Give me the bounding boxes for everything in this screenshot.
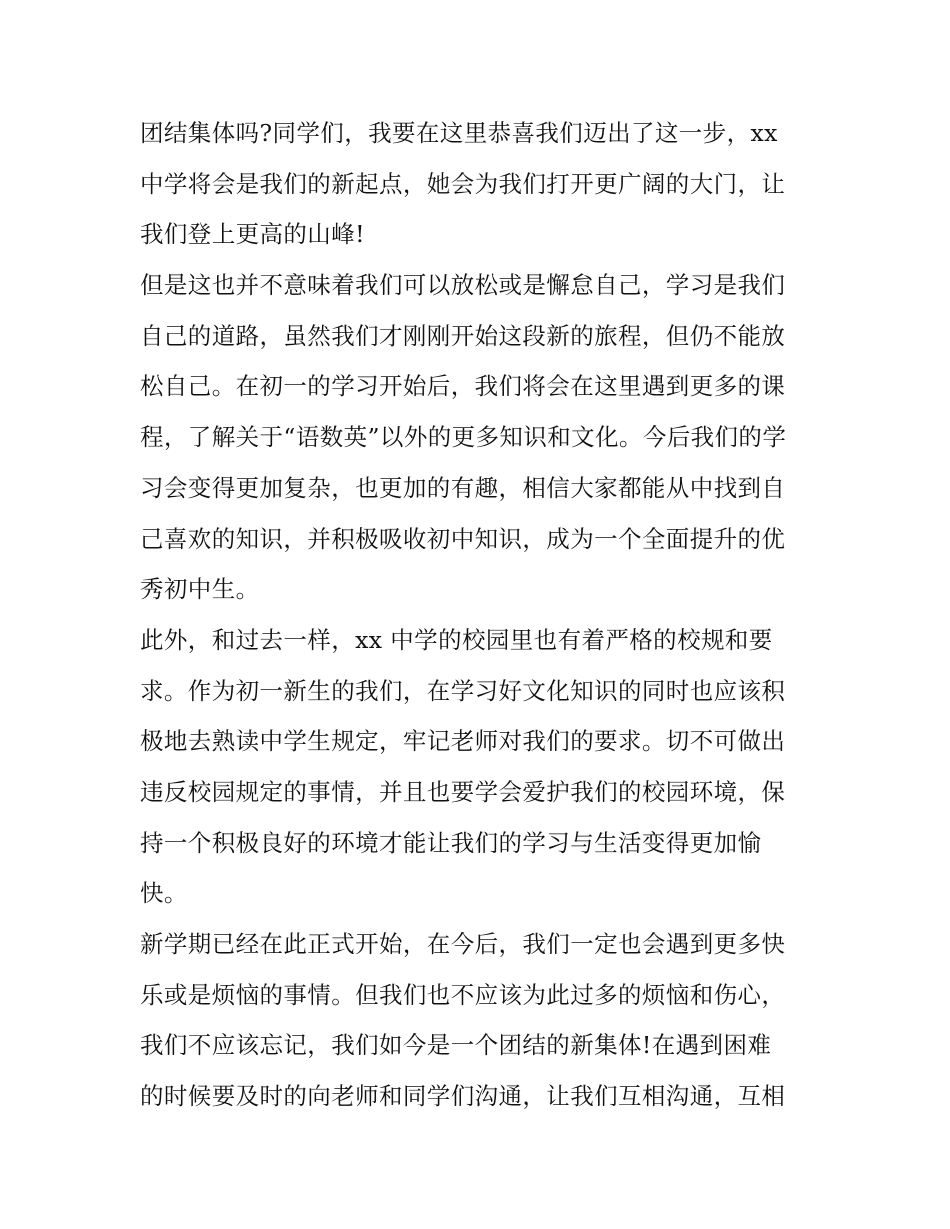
text-line: 团结集体吗?同学们，我要在这里恭喜我们迈出了这一步，xx [140, 119, 778, 147]
text-line: 松自己。在初一的学习开始后，我们将会在这里遇到更多的课 [140, 372, 786, 401]
text-line: 求。作为初一新生的我们，在学习好文化知识的同时也应该积 [140, 676, 786, 705]
text-line: 乐或是烦恼的事情。但我们也不应该为此过多的烦恼和伤心， [140, 980, 786, 1009]
text-line: 此外，和过去一样，xx 中学的校园里也有着严格的校规和要 [140, 625, 773, 654]
text-line: 快。 [140, 879, 188, 908]
text-line: 持一个积极良好的环境才能让我们的学习与生活变得更加愉 [140, 828, 762, 857]
text-line: 秀初中生。 [140, 575, 260, 604]
text-line: 违反校园规定的事情，并且也要学会爱护我们的校园环境，保 [140, 777, 786, 806]
text-line: 但是这也并不意味着我们可以放松或是懈怠自己，学习是我们 [140, 271, 786, 300]
text-line: 新学期已经在此正式开始，在今后，我们一定也会遇到更多快 [140, 930, 786, 958]
text-line: 习会变得更加复杂，也更加的有趣，相信大家都能从中找到自 [140, 473, 786, 502]
text-line: 中学将会是我们的新起点，她会为我们打开更广阔的大门，让 [140, 169, 786, 198]
text-line: 己喜欢的知识，并积极吸收初中知识，成为一个全面提升的优 [140, 524, 786, 553]
text-line: 程，了解关于“语数英”以外的更多知识和文化。今后我们的学 [140, 423, 787, 452]
text-line: 我们不应该忘记，我们如今是一个团结的新集体!在遇到困难 [140, 1031, 772, 1060]
text-line: 的时候要及时的向老师和同学们沟通，让我们互相沟通，互相 [140, 1082, 786, 1111]
text-line: 我们登上更高的山峰! [140, 220, 365, 249]
document-body [140, 108, 820, 1122]
text-line: 极地去熟读中学生规定，牢记老师对我们的要求。切不可做出 [140, 727, 786, 756]
text-line: 自己的道路，虽然我们才刚刚开始这段新的旅程，但仍不能放 [140, 321, 786, 350]
